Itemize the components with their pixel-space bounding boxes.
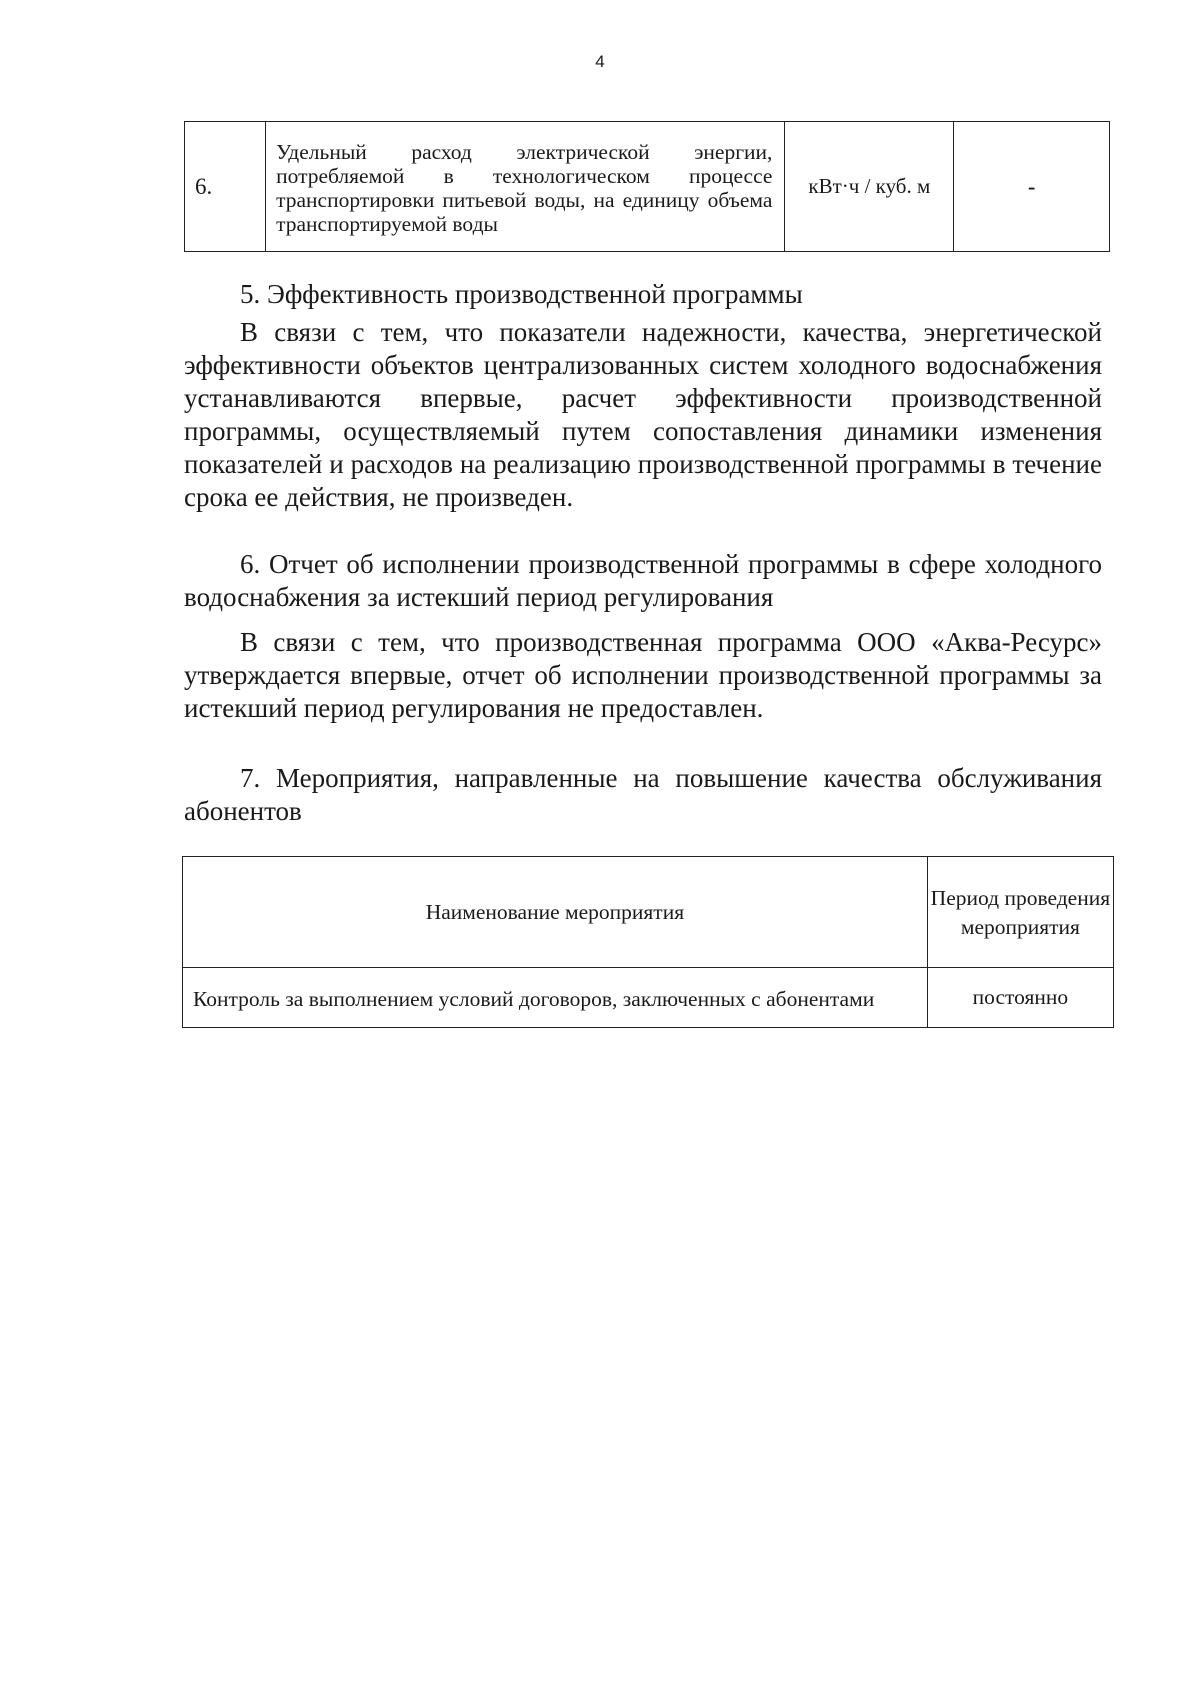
section-6-text: В связи с тем, что производственная программа ООО «Аква-Ресурс» утверждается впервые, отчет об исполнении производственной программы за истекший период регулирования не предоставлен. [184, 627, 1102, 723]
indicator-table [184, 121, 1110, 252]
measure-name: Контроль за выполнением условий договоров, заключенных с абонентами [183, 968, 928, 1028]
section-5-title: 5. Эффективность производственной программы [240, 279, 803, 309]
section-7 [184, 762, 1102, 828]
table-header-row [183, 857, 1114, 968]
column-header-period: Период проведения мероприятия [927, 857, 1113, 968]
indicator-unit: кВт·ч / куб. м [785, 122, 954, 252]
column-header-name: Наименование мероприятия [183, 857, 928, 968]
section-5 [184, 278, 1102, 514]
measures-table [182, 856, 1114, 1028]
indicator-name: Удельный расход электрической энергии, потребляемой в технологическом процессе транспортировки питьевой воды, на единицу объема транспортируемой воды [266, 122, 785, 252]
measure-period: постоянно [927, 968, 1113, 1028]
section-6-title: 6. Отчет об исполнении производственной программы в сфере холодного водоснабжения за истекший период регулирования [184, 549, 1102, 612]
table-row [185, 122, 1110, 252]
section-5-text: В связи с тем, что показатели надежности, качества, энергетической эффективности объектов централизованных систем холодного водоснабжения устанавливаются впервые, расчет эффективности производственной программы, осуществляемый путем сопоставления динамики изменения показателей и расходов на реализацию производственной программы в течение срока ее действия, не произведен. [184, 317, 1102, 512]
indicator-number: 6. [185, 122, 266, 252]
section-6 [184, 548, 1102, 725]
indicator-value: - [954, 122, 1110, 252]
table-row [183, 968, 1114, 1028]
section-7-title: 7. Мероприятия, направленные на повышение качества обслуживания абонентов [184, 763, 1102, 826]
page-number: 4 [595, 52, 605, 71]
